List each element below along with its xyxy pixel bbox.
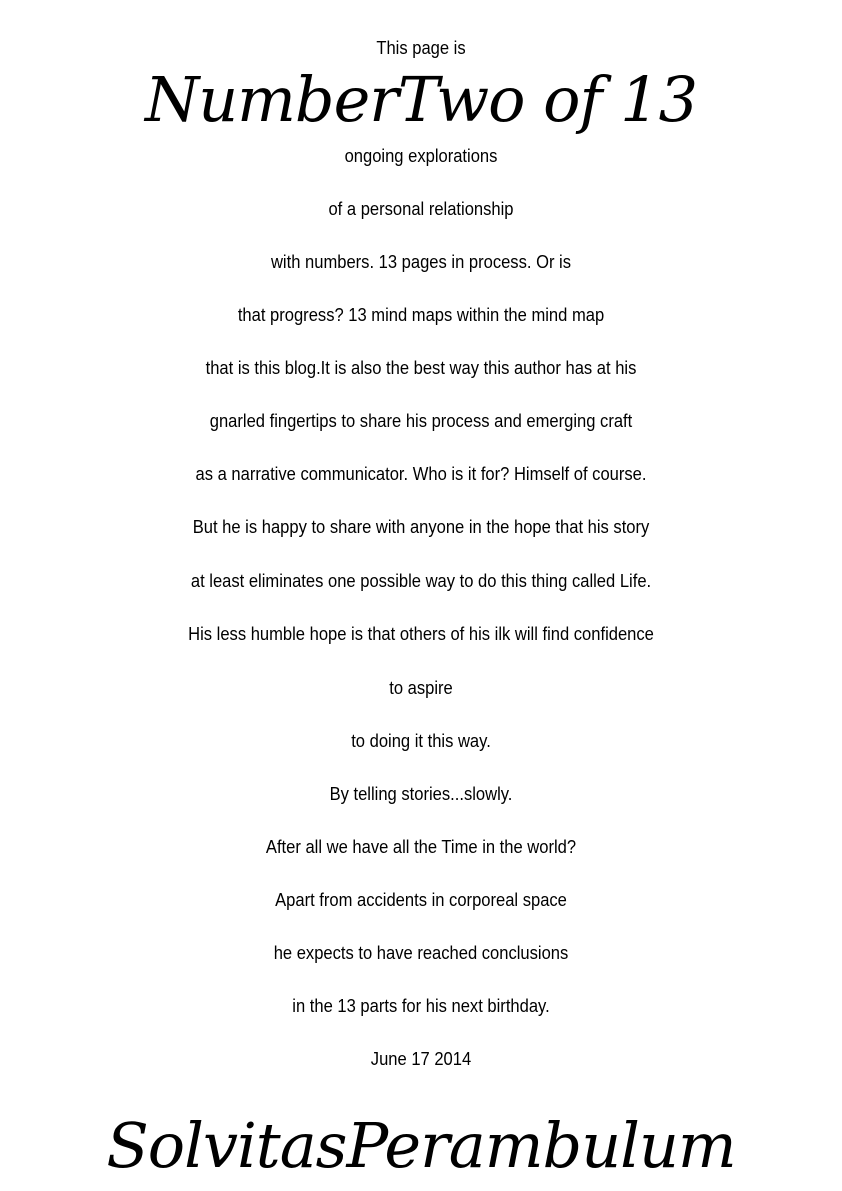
body-line: After all we have all the Time in the world? [265,837,577,857]
body-line: But he is happy to share with anyone in the hope that his story [192,517,650,537]
intro-text: This page is [376,38,466,58]
body-line: to aspire [389,678,453,698]
body-line: that is this blog.It is also the best way this author has at his [205,358,637,378]
body-line: he expects to have reached conclusions [273,943,569,963]
body-line: ongoing explorations [344,146,498,166]
body-line: By telling stories...slowly. [329,784,513,804]
body-line: His less humble hope is that others of his ilk will find confidence [188,624,654,644]
body-line: Apart from accidents in corporeal space [275,890,567,910]
body-line: as a narrative communicator. Who is it for? Himself of course. [195,464,647,484]
date-text: June 17 2014 [370,1049,472,1069]
body-line: of a personal relationship [328,199,514,219]
body-line: in the 13 parts for his next birthday. [292,996,550,1016]
body-line: gnarled fingertips to share his process and emerging craft [209,411,633,431]
signature: SolvitasPerambulum [106,1109,736,1182]
body-line: with numbers. 13 pages in process. Or is [270,252,572,272]
body-line: to doing it this way. [351,731,491,751]
body-line: at least eliminates one possible way to do this thing called Life. [190,571,652,591]
body-line: that progress? 13 mind maps within the mind map [237,305,605,325]
page-title: NumberTwo of 13 [144,63,698,136]
